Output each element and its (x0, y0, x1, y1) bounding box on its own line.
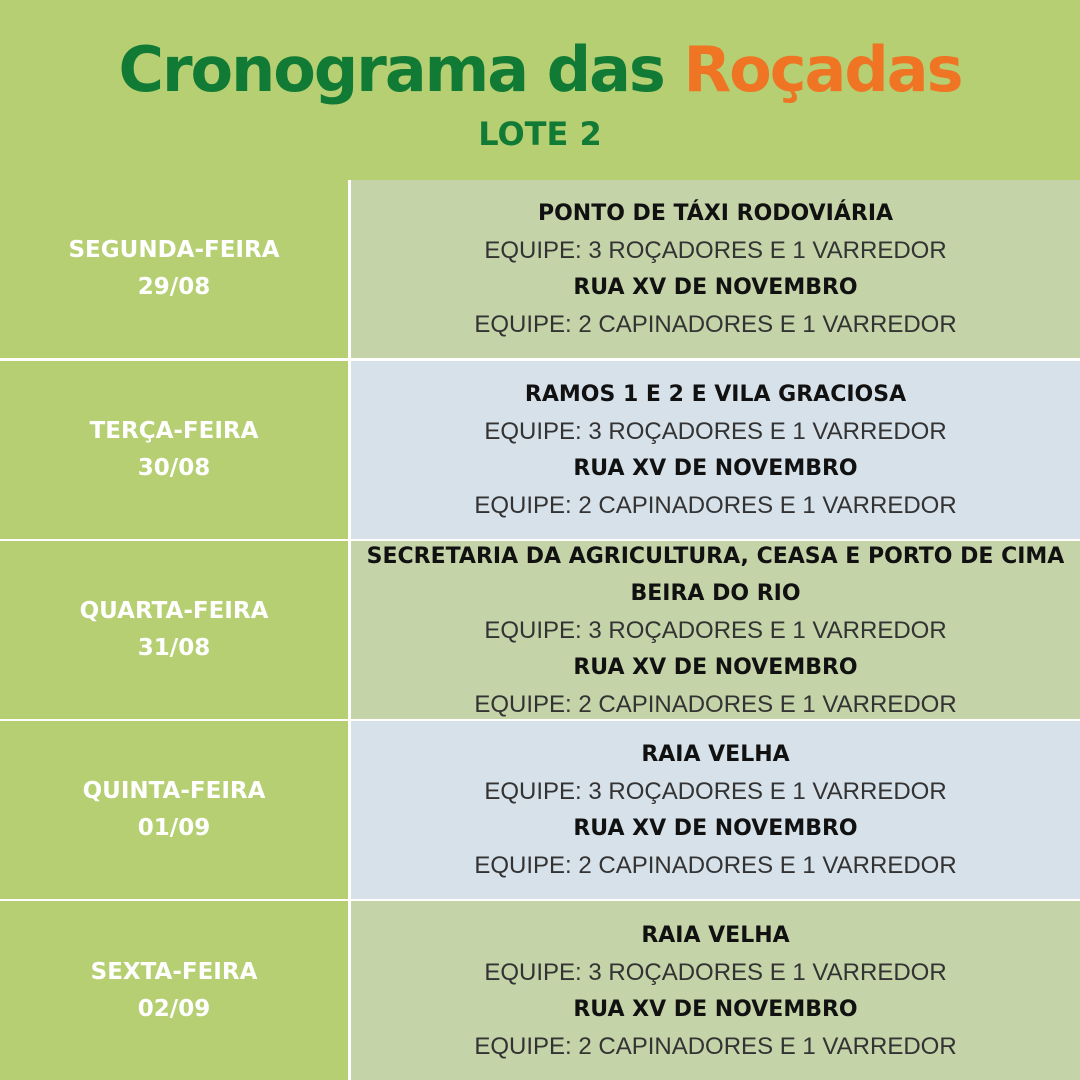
team-secondary: EQUIPE: 2 CAPINADORES E 1 VARREDOR (474, 852, 957, 879)
location-secondary: RUA XV DE NOVEMBRO (573, 456, 858, 481)
header (0, 0, 1080, 180)
schedule-row-wednesday (0, 541, 1080, 719)
schedule-row-thursday (0, 721, 1080, 899)
tasks-cell (351, 901, 1080, 1080)
page-subtitle: LOTE 2 (478, 115, 602, 153)
location-secondary: RUA XV DE NOVEMBRO (573, 996, 858, 1022)
title-part-orange: Roçadas (683, 33, 962, 106)
team-primary: EQUIPE: 3 ROÇADORES E 1 VARREDOR (484, 237, 947, 264)
location-primary: PONTO DE TÁXI RODOVIÁRIA (537, 201, 894, 226)
team-secondary: EQUIPE: 2 CAPINADORES E 1 VARREDOR (474, 690, 957, 718)
day-cell (0, 541, 348, 719)
location-secondary: RUA XV DE NOVEMBRO (573, 654, 858, 680)
day-cell (0, 901, 348, 1080)
team-primary: EQUIPE: 3 ROÇADORES E 1 VARREDOR (484, 958, 947, 986)
tasks-cell (351, 721, 1080, 899)
location-secondary: RUA XV DE NOVEMBRO (573, 275, 858, 300)
location-primary: RAIA VELHA (641, 742, 790, 767)
team-primary: EQUIPE: 3 ROÇADORES E 1 VARREDOR (484, 778, 947, 805)
team-secondary: EQUIPE: 2 CAPINADORES E 1 VARREDOR (474, 492, 957, 519)
schedule-row-friday (0, 901, 1080, 1080)
day-name: TERÇA-FEIRA (89, 418, 259, 444)
day-name: SEGUNDA-FEIRA (68, 237, 280, 263)
day-cell (0, 361, 348, 539)
day-name: QUARTA-FEIRA (79, 598, 269, 624)
location-secondary: RUA XV DE NOVEMBRO (573, 816, 858, 841)
schedule-table (0, 180, 1080, 1080)
day-name: SEXTA-FEIRA (90, 958, 258, 985)
day-date: 02/09 (137, 995, 211, 1022)
day-date: 01/09 (137, 815, 211, 841)
day-cell (0, 180, 348, 358)
tasks-cell (351, 541, 1080, 719)
location-primary: RAMOS 1 E 2 E VILA GRACIOSA (524, 382, 907, 407)
team-secondary: EQUIPE: 2 CAPINADORES E 1 VARREDOR (474, 1032, 957, 1060)
day-name: QUINTA-FEIRA (82, 778, 266, 804)
team-primary: EQUIPE: 3 ROÇADORES E 1 VARREDOR (484, 616, 947, 644)
team-secondary: EQUIPE: 2 CAPINADORES E 1 VARREDOR (474, 311, 957, 338)
schedule-row-monday (0, 180, 1080, 358)
schedule-row-tuesday (0, 361, 1080, 539)
day-date: 30/08 (137, 455, 211, 481)
team-primary: EQUIPE: 3 ROÇADORES E 1 VARREDOR (484, 418, 947, 445)
tasks-cell (351, 361, 1080, 539)
page-title (0, 30, 1080, 110)
day-date: 29/08 (137, 274, 211, 300)
location-primary: RAIA VELHA (641, 922, 790, 948)
day-cell (0, 721, 348, 899)
day-date: 31/08 (137, 635, 211, 661)
title-part-green: Cronograma das (118, 33, 664, 106)
location-primary: SECRETARIA DA AGRICULTURA, CEASA E PORTO DE CIMA BEIRA DO RIO (366, 543, 1065, 606)
tasks-cell (351, 180, 1080, 358)
